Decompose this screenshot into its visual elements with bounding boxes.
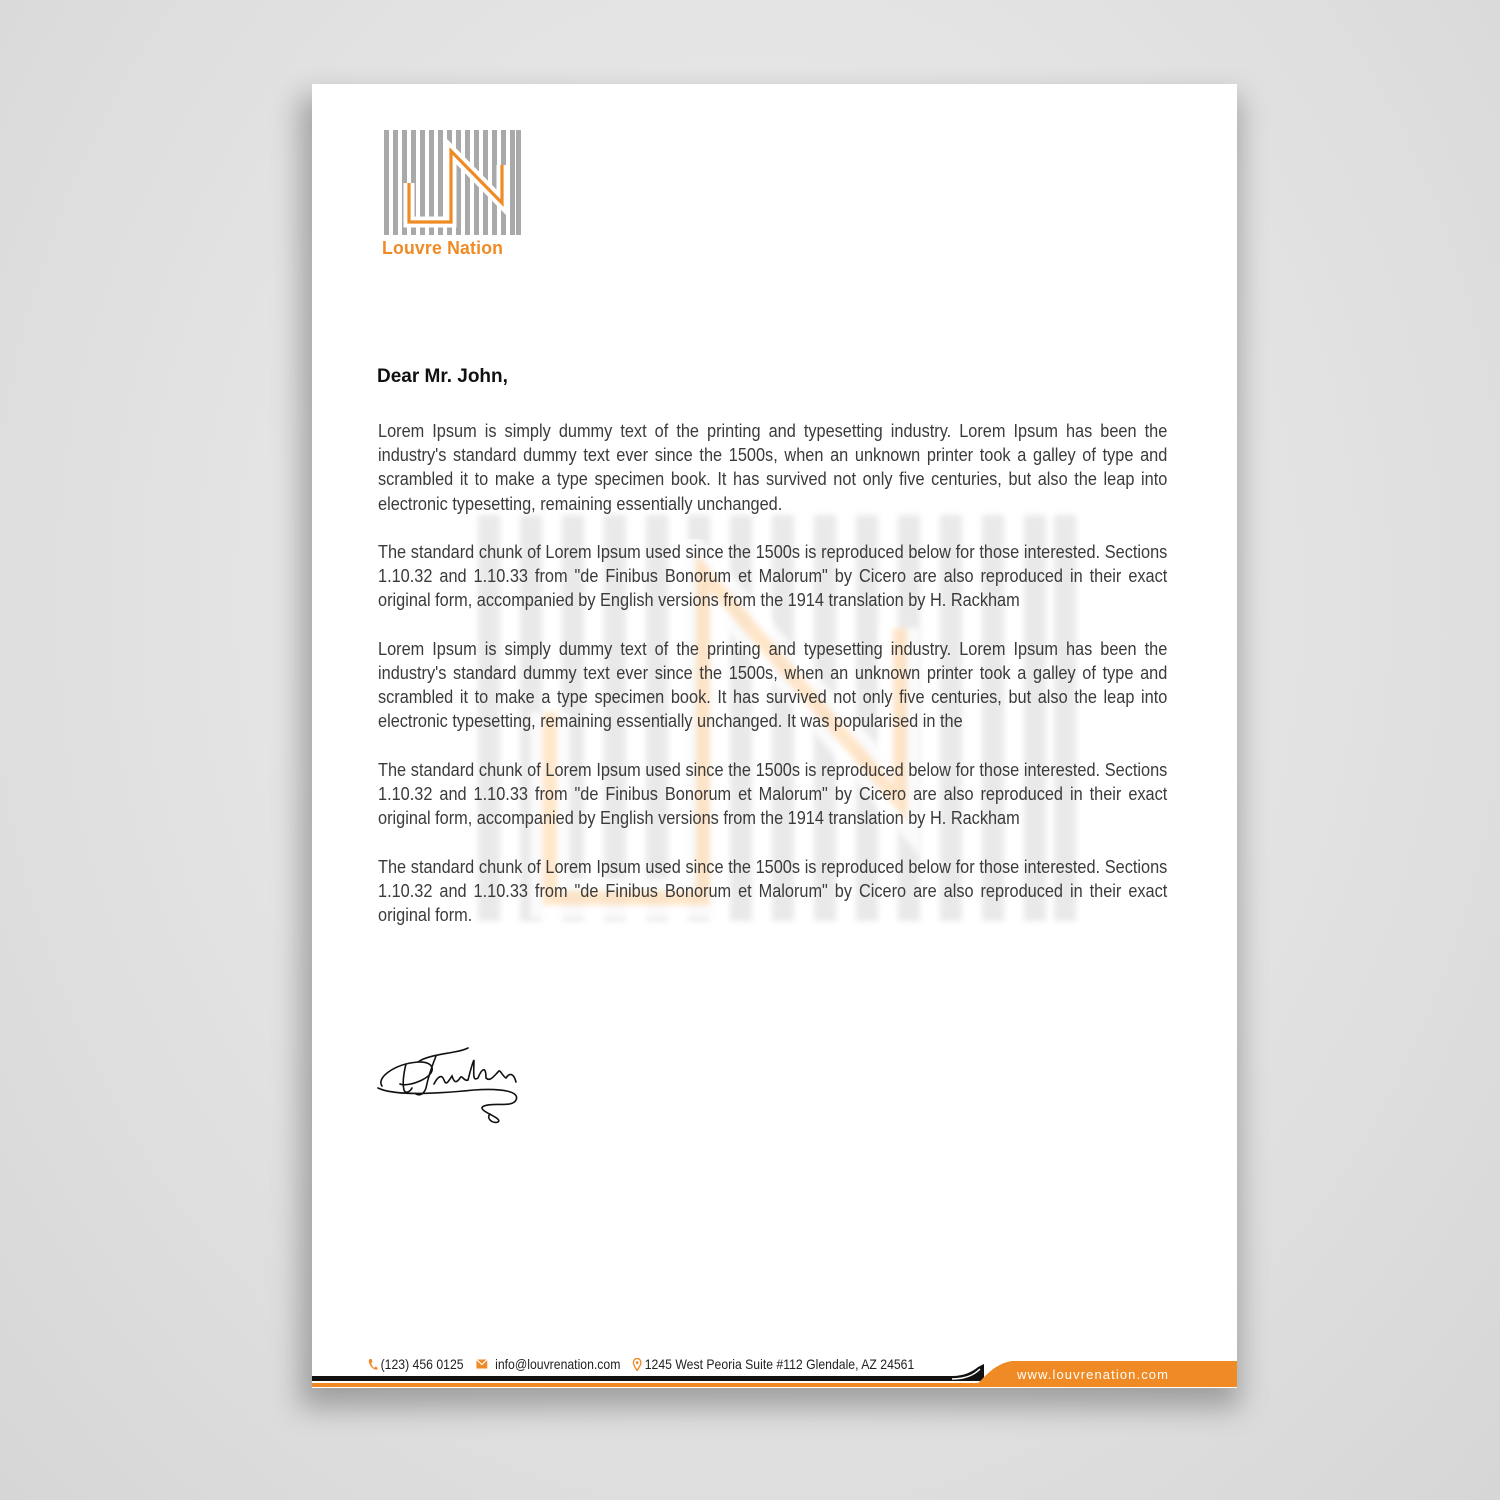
letter-greeting: Dear Mr. John, <box>377 366 508 387</box>
footer-website-link[interactable]: www.louvrenation.com <box>1017 1367 1170 1382</box>
signature-image <box>374 1042 524 1124</box>
footer-address-text: 1245 West Peoria Suite #112 Glendale, AZ 24561 <box>644 1356 915 1372</box>
letter-paragraph: The standard chunk of Lorem Ipsum used since the 1500s is reproduced below for those interested. Sections 1.10.32 and 1.10.33 from "de Finibus Bonorum et Malorum" by Cicero are also reproduced in their exact original form, accompanied by English versions from the 1914 translation by H. Rackham <box>378 758 1168 829</box>
letter-body <box>378 419 1237 951</box>
letter-paragraph: Lorem Ipsum is simply dummy text of the printing and typesetting industry. Lorem Ipsum has been the industry's standard dummy text ever since the 1500s, when an unknown printer took a galley of type and scrambled it to make a type specimen book. It has survived not only five centuries, but also the leap into electronic typesetting, remaining essentially unchanged. It was popularised in the <box>378 637 1168 732</box>
letterhead-page <box>312 84 1237 1388</box>
letter-paragraph: The standard chunk of Lorem Ipsum used since the 1500s is reproduced below for those interested. Sections 1.10.32 and 1.10.33 from "de Finibus Bonorum et Malorum" by Cicero are also reproduced in their exact original form, accompanied by English versions from the 1914 translation by H. Rackham <box>378 541 1168 611</box>
company-name: Louvre Nation <box>382 238 504 258</box>
letter-paragraph: Lorem Ipsum is simply dummy text of the printing and typesetting industry. Lorem Ipsum has been the industry's standard dummy text ever since the 1500s, when an unknown printer took a galley of type and scrambled it to make a type specimen book. It has survived not only five centuries, but also the leap into electronic typesetting, remaining essentially unchanged. <box>378 420 1168 514</box>
letter-paragraph: The standard chunk of Lorem Ipsum used since the 1500s is reproduced below for those interested. Sections 1.10.32 and 1.10.33 from "de Finibus Bonorum et Malorum" by Cicero are also reproduced in their exact original form. <box>378 855 1168 925</box>
footer-phone-text: (123) 456 0125 <box>380 1356 464 1372</box>
company-logo-icon <box>384 130 521 235</box>
footer-email-text[interactable]: info@louvrenation.com <box>495 1356 621 1372</box>
